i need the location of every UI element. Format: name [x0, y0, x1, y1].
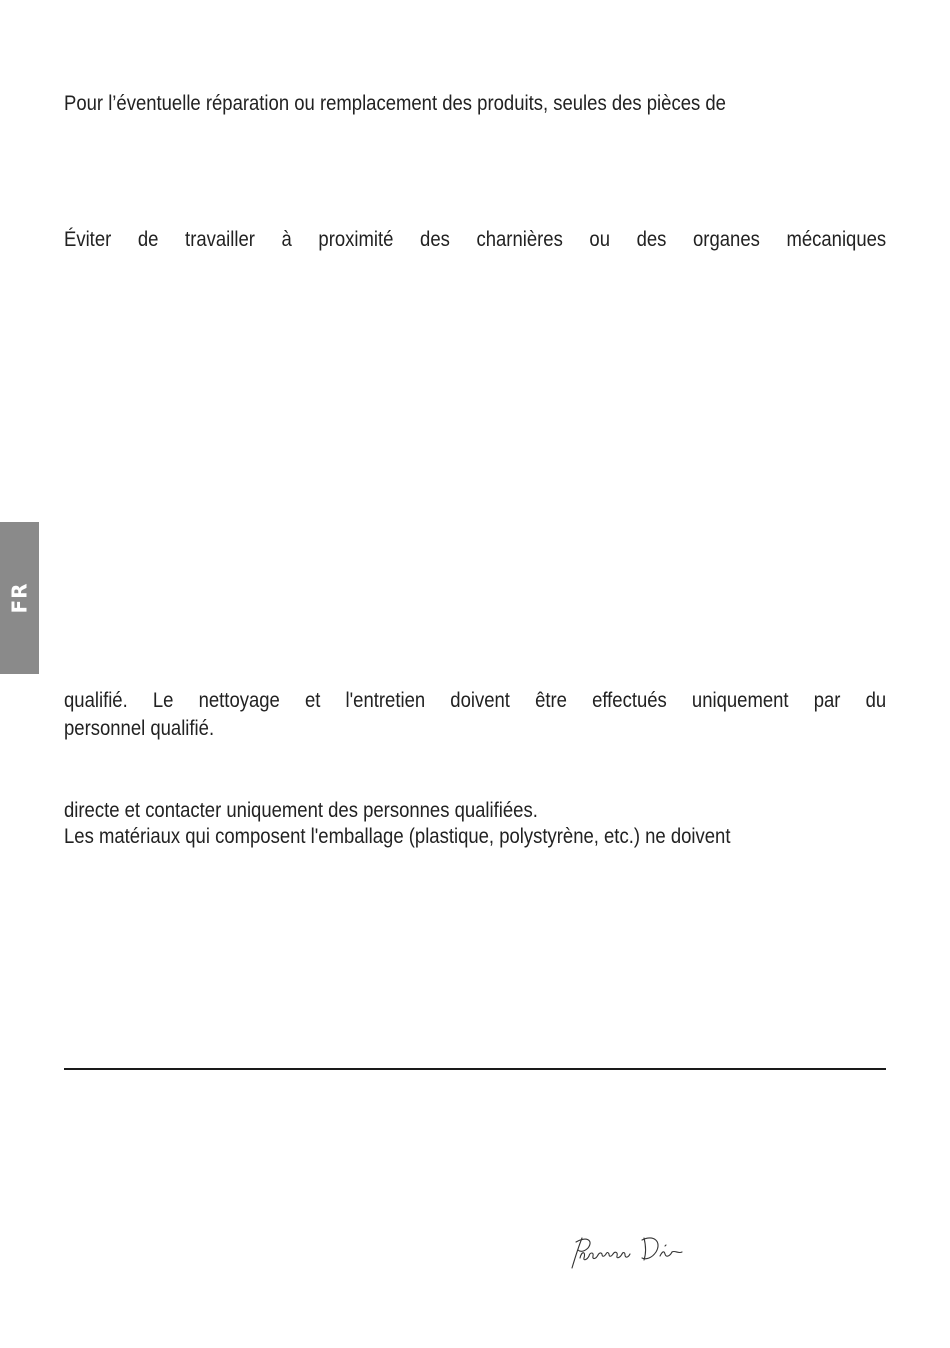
language-tab-label: FR — [7, 582, 32, 614]
language-tab — [0, 522, 39, 674]
signature-image — [566, 1228, 686, 1272]
horizontal-rule — [64, 1068, 886, 1070]
paragraph-cleaning-line-2: personnel qualifié. — [64, 716, 215, 740]
paragraph-spare-parts: Pour l’éventuelle réparation ou remplacement des produits, seules des pièces de — [64, 91, 726, 115]
paragraph-contact-qualified: directe et contacter uniquement des personnes qualifiées. — [64, 798, 538, 822]
paragraph-cleaning-line-1: qualifié. Le nettoyage et l'entretien doivent être effectués uniquement par du — [64, 688, 887, 712]
paragraph-packaging-materials: Les matériaux qui composent l'emballage (plastique, polystyrène, etc.) ne doivent — [64, 824, 731, 848]
paragraph-hinges-warning: Éviter de travailler à proximité des charnières ou des organes mécaniques — [64, 227, 887, 251]
